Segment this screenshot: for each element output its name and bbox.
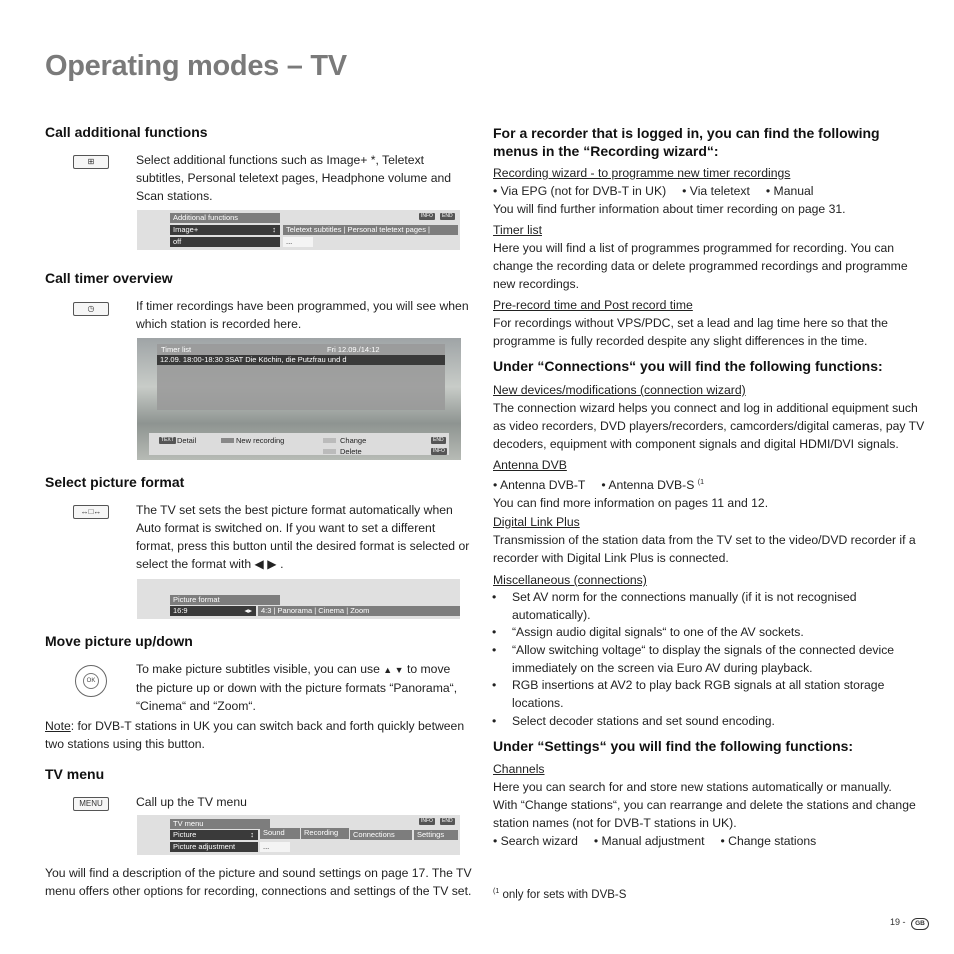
left-right-arrows-icon: ◀ ▶: [254, 557, 277, 571]
end-tag: END: [433, 437, 444, 443]
additional-functions-screen: [137, 210, 460, 250]
menu-item-picture-adjustment[interactable]: Picture adjustment: [170, 842, 258, 852]
digital-link-section: Digital Link Plus Transmission of the station data from the TV set to the video/DVD recorder if a recorder with Digital Link Plus is connected.: [493, 515, 916, 565]
country-badge: GB: [911, 918, 929, 930]
tab-settings[interactable]: Settings: [414, 830, 458, 840]
plus-button-icon: ⊞: [73, 155, 109, 169]
timer-row[interactable]: 12.09. 18:00-18:30 3SAT Die Köchin, die Putzfrau und d: [157, 355, 445, 365]
timer-list-screen: [137, 338, 461, 460]
pre-record-section: Pre-record time and Post record time For recordings without VPS/PDC, set a lead and lag time here so that the programme is fully recorded despite any slight differences in the time.: [493, 298, 888, 348]
list-item: • “Allow switching voltage“ to display the signals of the connected device immediately on the screen via Euro AV during playback.: [492, 643, 895, 675]
tv-menu-screen: [137, 815, 460, 855]
format-options: 4:3 | Panorama | Cinema | Zoom: [258, 606, 460, 616]
footnote: $^{(1}$ only for sets with DVB-S: [493, 888, 627, 901]
page-title: Operating modes – TV: [45, 50, 347, 82]
note-text: Note: for DVB-T stations in UK you can switch back and forth quickly between two stations using this button.: [45, 719, 465, 751]
timer-list-title: Timer list: [161, 345, 192, 354]
yellow-key-icon: [323, 438, 336, 443]
up-down-arrows-icon: ▲ ▼: [383, 665, 404, 675]
channels-section: Channels Here you can search for and store new stations automatically or manually. With “Change stations“, you can rearrange and delete the stations and change station names (not for DVB-T stations in UK). • Search wizard • Manual adjustment • Change stations: [493, 762, 916, 848]
recording-wizard-section: Recording wizard - to programme new timer recordings • Via EPG (not for DVB-T in UK) • Via teletext • Manual You will find further information about timer recording on page 31.: [493, 166, 846, 216]
menu-item-picture[interactable]: Picture ↕: [170, 830, 258, 840]
tab-connections[interactable]: Connections: [350, 830, 412, 840]
info-tag: INFO: [421, 818, 433, 824]
format-value[interactable]: 16:9 ◂▸: [170, 606, 256, 616]
menu-value-off: off: [170, 237, 280, 247]
change-label: Change: [340, 436, 367, 445]
heading-recorder: For a recorder that is logged in, you can find the following menus in the “Recording wizard“:: [493, 125, 880, 159]
heading-settings: Under “Settings“ you will find the following functions:: [493, 738, 854, 754]
list-item: • Select decoder stations and set sound encoding.: [492, 714, 775, 728]
picture-format-text: The TV set sets the best picture format automatically when Auto format is switched on. If you want to set a different format, press this button until the desired format is selected or select the format with ◀ ▶ .: [136, 503, 470, 571]
antenna-dvb-section: Antenna DVB • Antenna DVB-T • Antenna DVB-S $^{(1}$ You can find more information on pages 11 and 12.: [493, 458, 769, 511]
detail-label: Detail: [177, 436, 197, 445]
heading-picture-format: Select picture format: [45, 474, 185, 490]
heading-connections: Under “Connections“ you will find the following functions:: [493, 358, 883, 374]
call-timer-text: If timer recordings have been programmed, you will see when which station is recorded here.: [136, 299, 469, 331]
menu-item-image-plus[interactable]: Image+ ↕: [170, 225, 280, 235]
menu-title: TV menu: [170, 819, 270, 829]
call-additional-text: Select additional functions such as Image+ *, Teletext subtitles, Personal teletext pages, Headphone volume and Scan stations.: [136, 153, 452, 203]
menu-value-more: ...: [260, 842, 290, 852]
move-picture-text: To make picture subtitles visible, you can use ▲ ▼ to move the picture up or down with the picture formats “Panorama“, “Cinema“ and “Zoom“.: [136, 662, 458, 713]
misc-connections-title: Miscellaneous (connections): [493, 573, 647, 587]
end-tag: END: [442, 818, 453, 824]
clock-button-icon: ◷: [73, 302, 109, 316]
picture-format-screen: [137, 579, 460, 619]
timer-list-section: Timer list Here you will find a list of programmes programmed for recording. You can change the recording data or delete programmed recordings and programme new recordings.: [493, 223, 908, 291]
info-tag: INFO: [421, 213, 433, 219]
menu-button: MENU: [73, 797, 109, 811]
blue-key-icon: [323, 449, 336, 454]
heading-call-additional: Call additional functions: [45, 124, 208, 140]
list-item: • Set AV norm for the connections manually (if it is not recognised automatically).: [492, 590, 857, 622]
red-key-icon: [221, 438, 234, 443]
tab-recording[interactable]: Recording: [301, 828, 349, 839]
timer-list-date: Fri 12.09./14:12: [327, 345, 380, 354]
picture-format-button-icon: ↔□↔: [73, 505, 109, 519]
heading-move-picture: Move picture up/down: [45, 633, 193, 649]
new-devices-section: New devices/modifications (connection wizard) The connection wizard helps you connect and log in additional equipment such as video recorders, DVD players/recorders, camcorders/digital cameras, pay TV decoders, equipment with component signals and digital HDMI/DVI signals.: [493, 383, 925, 451]
delete-label: Delete: [340, 447, 362, 456]
menu-title: Additional functions: [170, 213, 280, 223]
heading-tv-menu: TV menu: [45, 766, 105, 782]
page-number: 19 -: [890, 917, 906, 927]
end-tag: END: [442, 213, 453, 219]
menu-value-more: ...: [283, 237, 313, 247]
list-item: • RGB insertions at AV2 to play back RGB signals at all station storage locations.: [492, 678, 885, 710]
tab-sound[interactable]: Sound: [260, 828, 300, 839]
heading-call-timer: Call timer overview: [45, 270, 173, 286]
list-item: • “Assign audio digital signals“ to one of the AV sockets.: [492, 625, 804, 639]
ok-dial-icon: OK: [75, 665, 107, 697]
tv-menu-description: You will find a description of the picture and sound settings on page 17. The TV menu offers other options for recording, connections and settings of the TV set.: [45, 866, 472, 898]
info-tag: INFO: [433, 448, 445, 454]
text-tag: TEXT: [161, 437, 174, 443]
new-recording-label: New recording: [236, 436, 285, 445]
menu-title: Picture format: [170, 595, 280, 605]
tv-menu-text: Call up the TV menu: [136, 795, 247, 809]
menu-options: Teletext subtitles | Personal teletext pages |: [283, 225, 458, 235]
